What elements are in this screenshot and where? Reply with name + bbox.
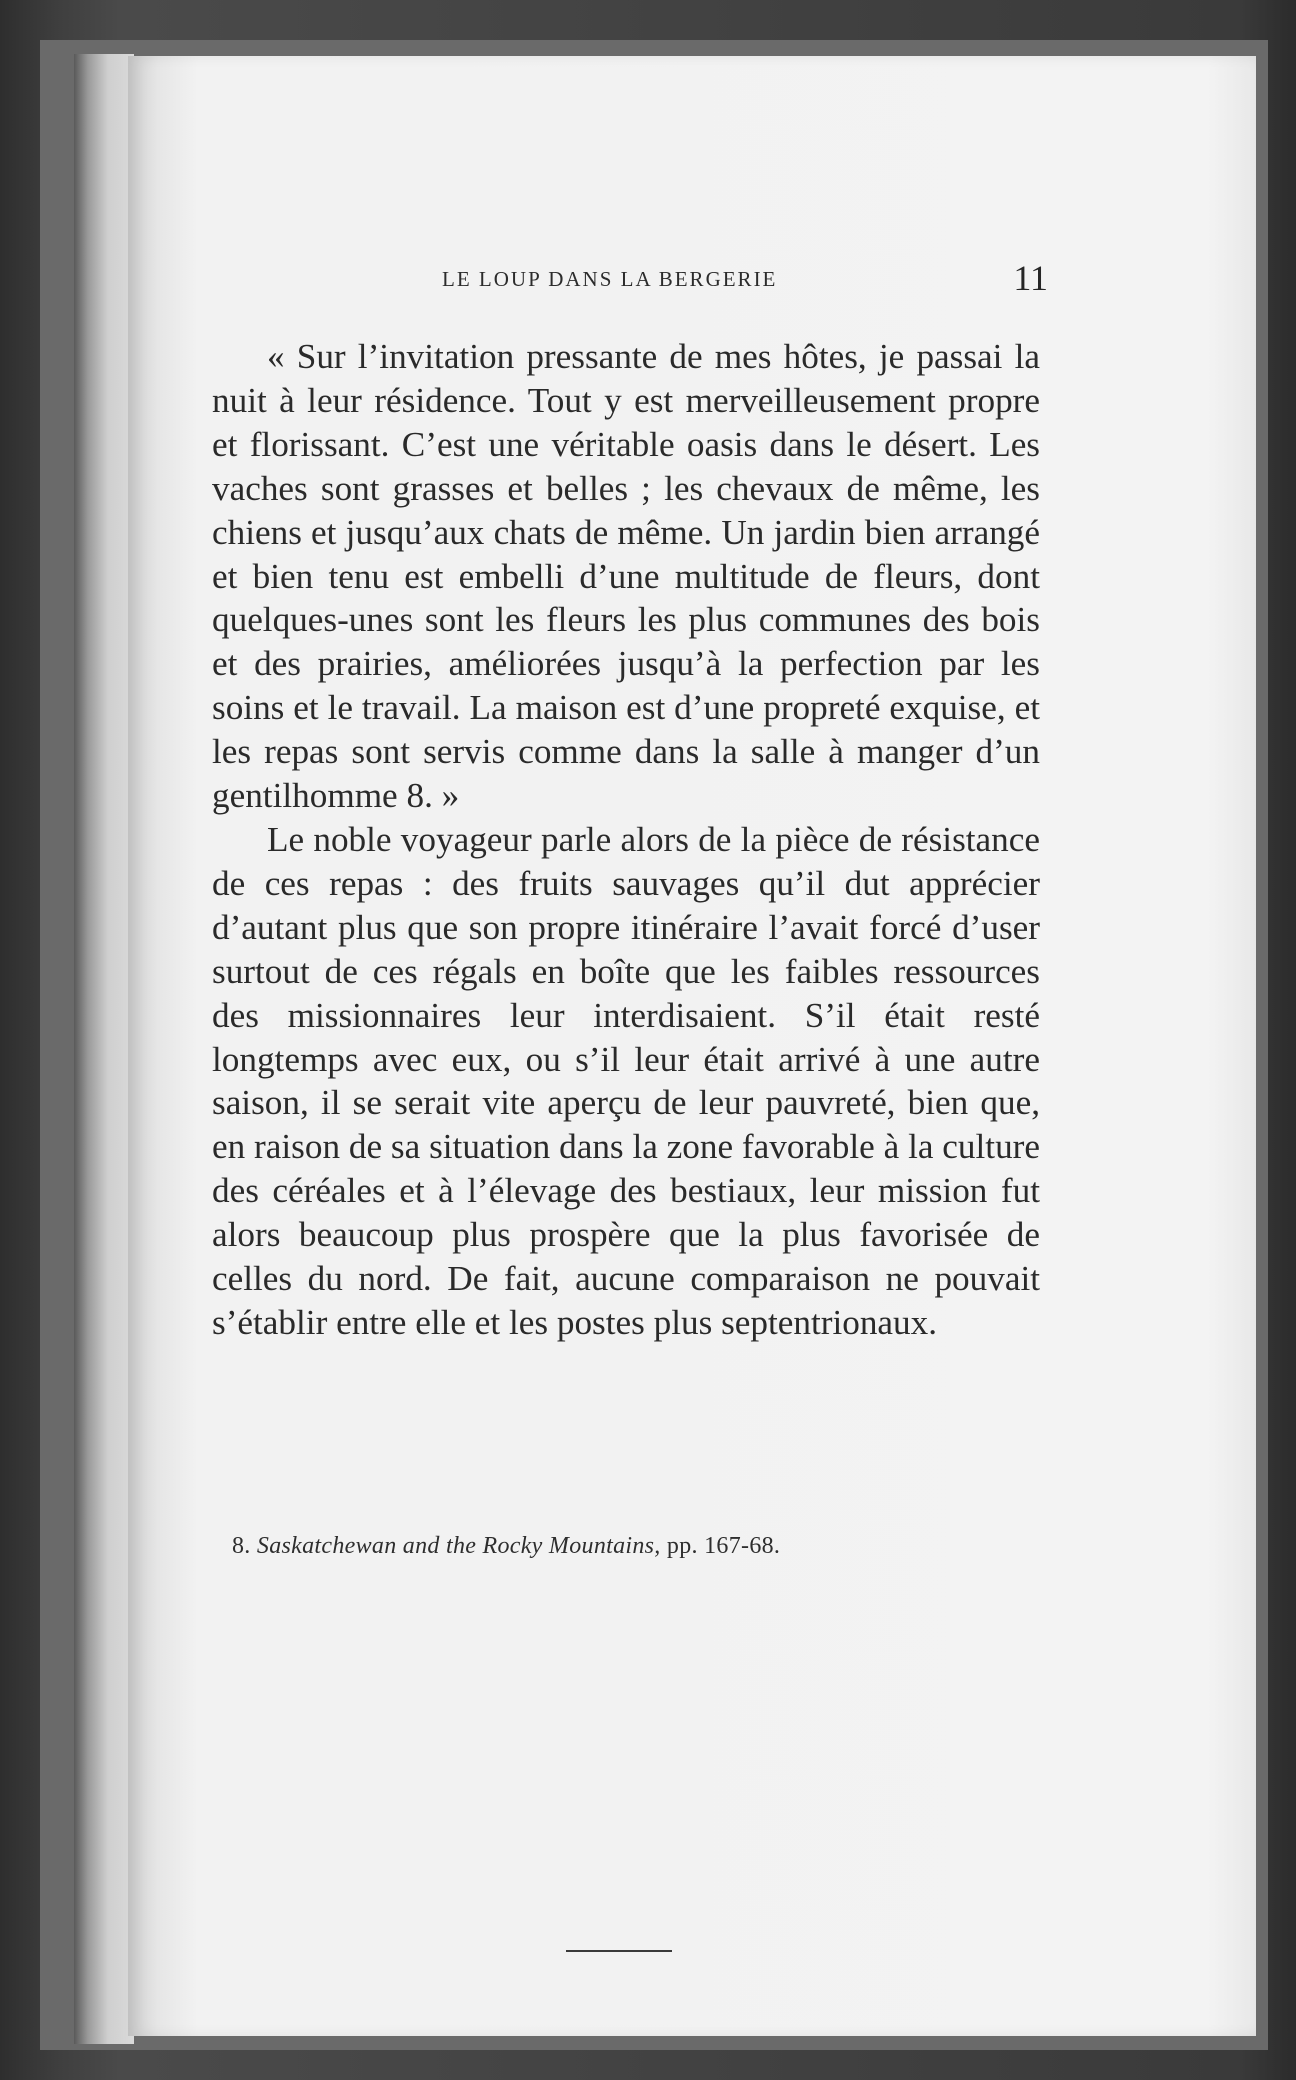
book-gutter [74, 54, 134, 2044]
paragraph-1: « Sur l’invitation pressante de mes hôtes, je passai la nuit à leur résidence. Tout y est merveilleusement propre et florissant. C’est une véritable oasis dans le désert. Les vaches sont grasses et belles ; les chevaux de même, les chiens et jusqu’aux chats de même. Un jardin bien arrangé et bien tenu est embelli d’une multitude de fleurs, dont quelques-unes sont les fleurs les plus communes des bois et des prairies, améliorées jusqu’à la perfection par les soins et le travail. La maison est d’une propreté exquise, et les repas sont servis comme dans la salle à manger d’un gentilhomme 8. » [212, 337, 1040, 816]
running-head: LE LOUP DANS LA BERGERIE [442, 267, 778, 291]
footnote-number: 8. [232, 1533, 251, 1559]
section-end-rule [566, 1950, 672, 1952]
footnote-pages: pp. 167-68. [666, 1533, 781, 1559]
body-text [212, 335, 1040, 1345]
page-header [210, 255, 1055, 305]
footnote [232, 1533, 1032, 1560]
page-number: 11 [1013, 258, 1048, 298]
paragraph-2: Le noble voyageur parle alors de la pièce de résistance de ces repas : des fruits sauvages qu’il dut apprécier d’autant plus que son propre itinéraire l’avait forcé d’user surtout de ces régals en boîte que les faibles ressources des missionnaires leur interdisaient. S’il était resté longtemps avec eux, ou s’il leur était arrivé à une autre saison, il se serait vite aperçu de leur pauvreté, bien que, en raison de sa situation dans la zone favorable à la culture des céréales et à l’élevage des bestiaux, leur mission fut alors beaucoup plus prospère que la plus favorisée de celles du nord. De fait, aucune comparaison ne pouvait s’établir entre elle et les postes plus septentrionaux. [212, 819, 1040, 1342]
footnote-title: Saskatchewan and the Rocky Mountains, [256, 1533, 661, 1559]
